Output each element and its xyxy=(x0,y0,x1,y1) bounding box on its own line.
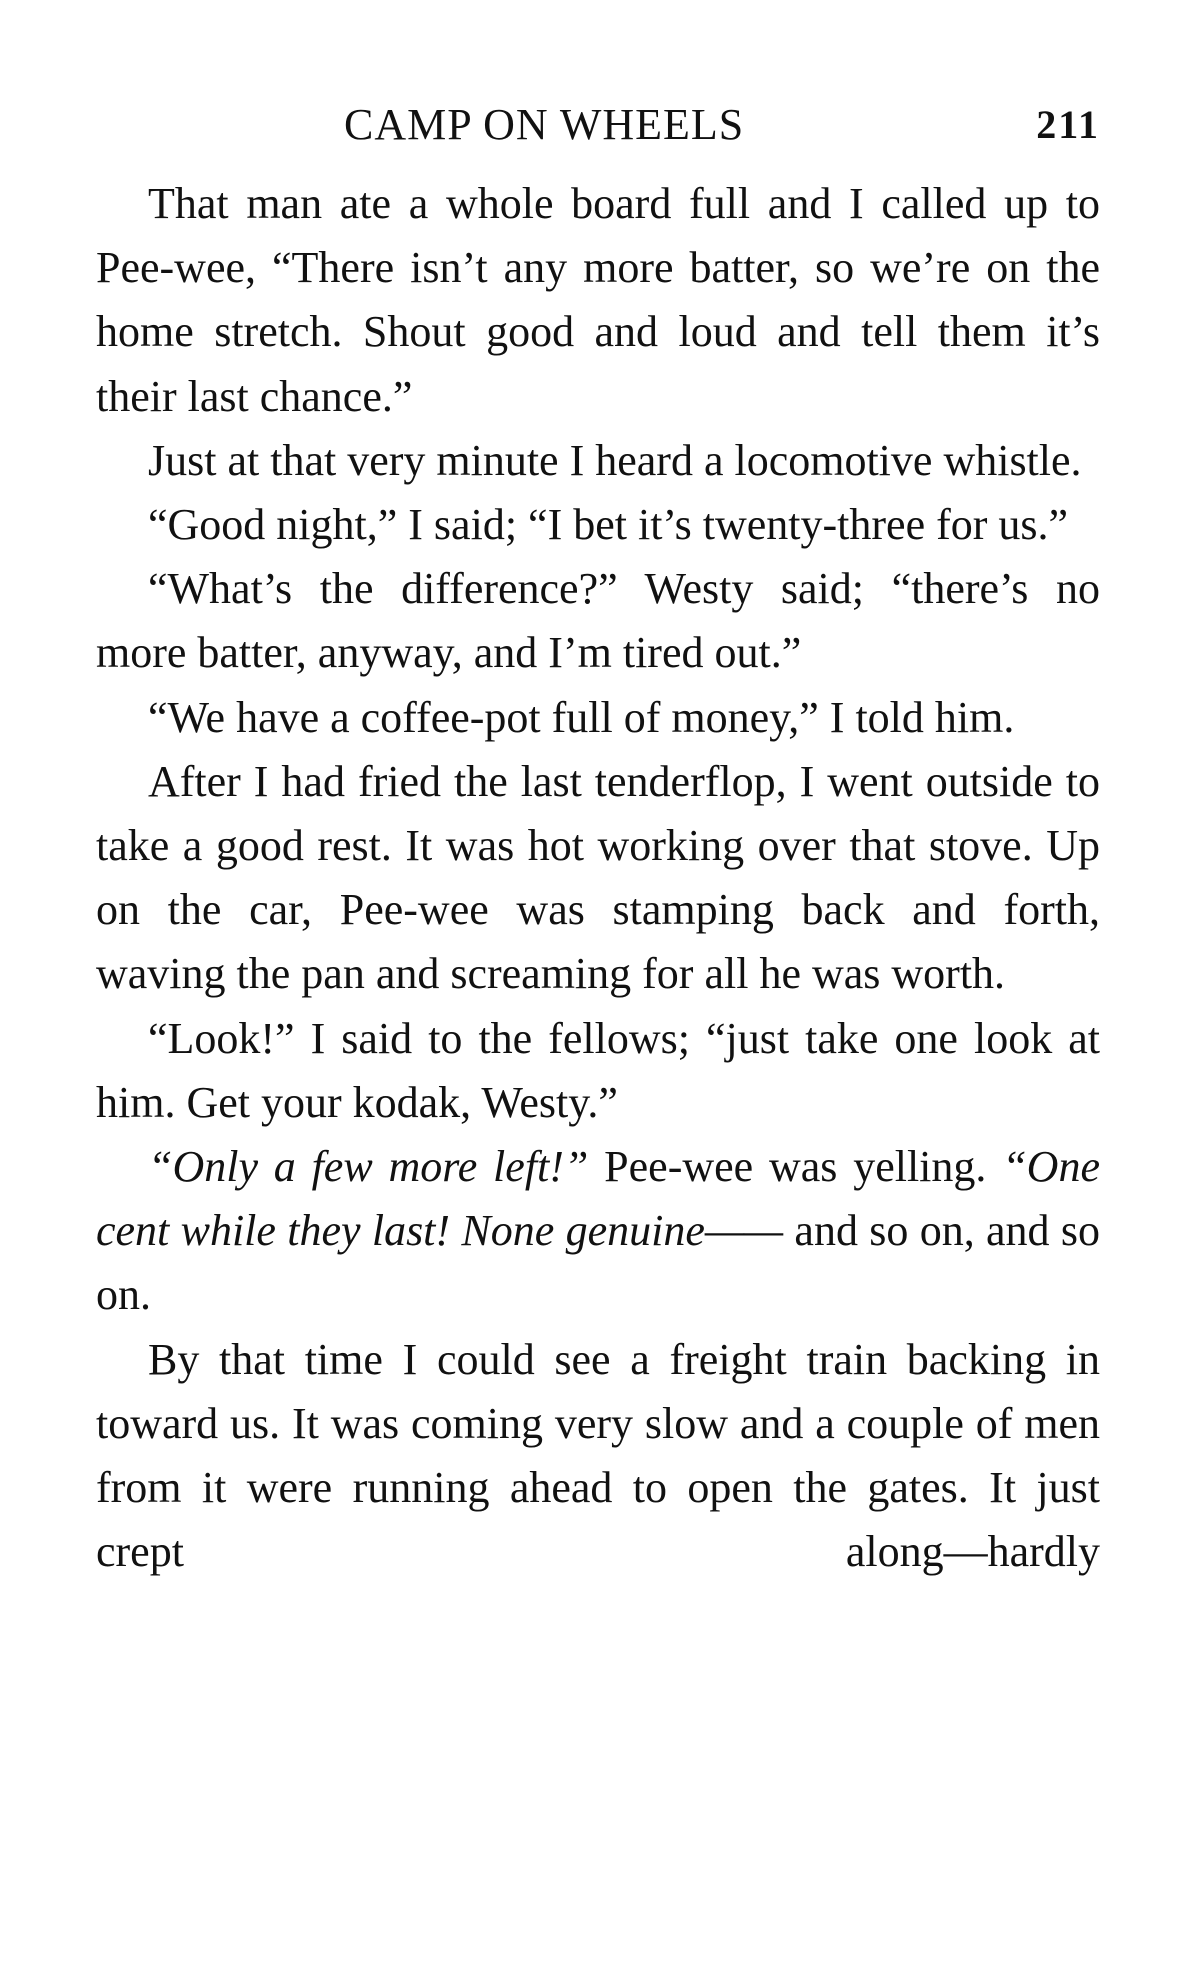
italic-quote: “Only a few more left!” xyxy=(148,1142,589,1192)
paragraph: “Look!” I said to the fellows; “just take one look at him. Get your kodak, Westy.” xyxy=(96,1013,1100,1127)
paragraph: That man ate a whole board full and I called up to Pee-wee, “There isn’t any more batter, so we’re on the home stretch. Shout good and loud and tell them it’s their last chance.” xyxy=(96,179,1100,421)
page-number: 211 xyxy=(1036,102,1100,147)
paragraph: “We have a coffee-pot full of money,” I told him. xyxy=(148,692,1015,742)
paragraph: “What’s the difference?” Westy said; “there’s no more batter, anyway, and I’m tired out.” xyxy=(96,564,1100,678)
running-head xyxy=(96,95,1100,155)
running-title: CAMP ON WHEELS xyxy=(344,100,745,149)
paragraph: By that time I could see a freight train backing in toward us. It was coming very slow and a couple of men from it were running ahead to open the gates. It just crept along—hardly xyxy=(96,1334,1100,1577)
body-text xyxy=(96,172,1100,1584)
paragraph-text: Pee-wee was yelling. xyxy=(588,1142,1003,1192)
paragraph: Just at that very minute I heard a locomotive whistle. xyxy=(148,435,1082,485)
italic-quote: “One cent while they last! None genuine—— xyxy=(96,1142,1100,1256)
paragraph xyxy=(96,1135,1100,1328)
paragraph: “Good night,” I said; “I bet it’s twenty-three for us.” xyxy=(148,500,1069,550)
paragraph-text: and so on, and so on. xyxy=(96,1206,1100,1320)
paragraph: After I had fried the last tenderflop, I went outside to take a good rest. It was hot working over that stove. Up on the car, Pee-wee was stamping back and forth, waving the pan and screaming for all he was worth. xyxy=(96,756,1100,999)
